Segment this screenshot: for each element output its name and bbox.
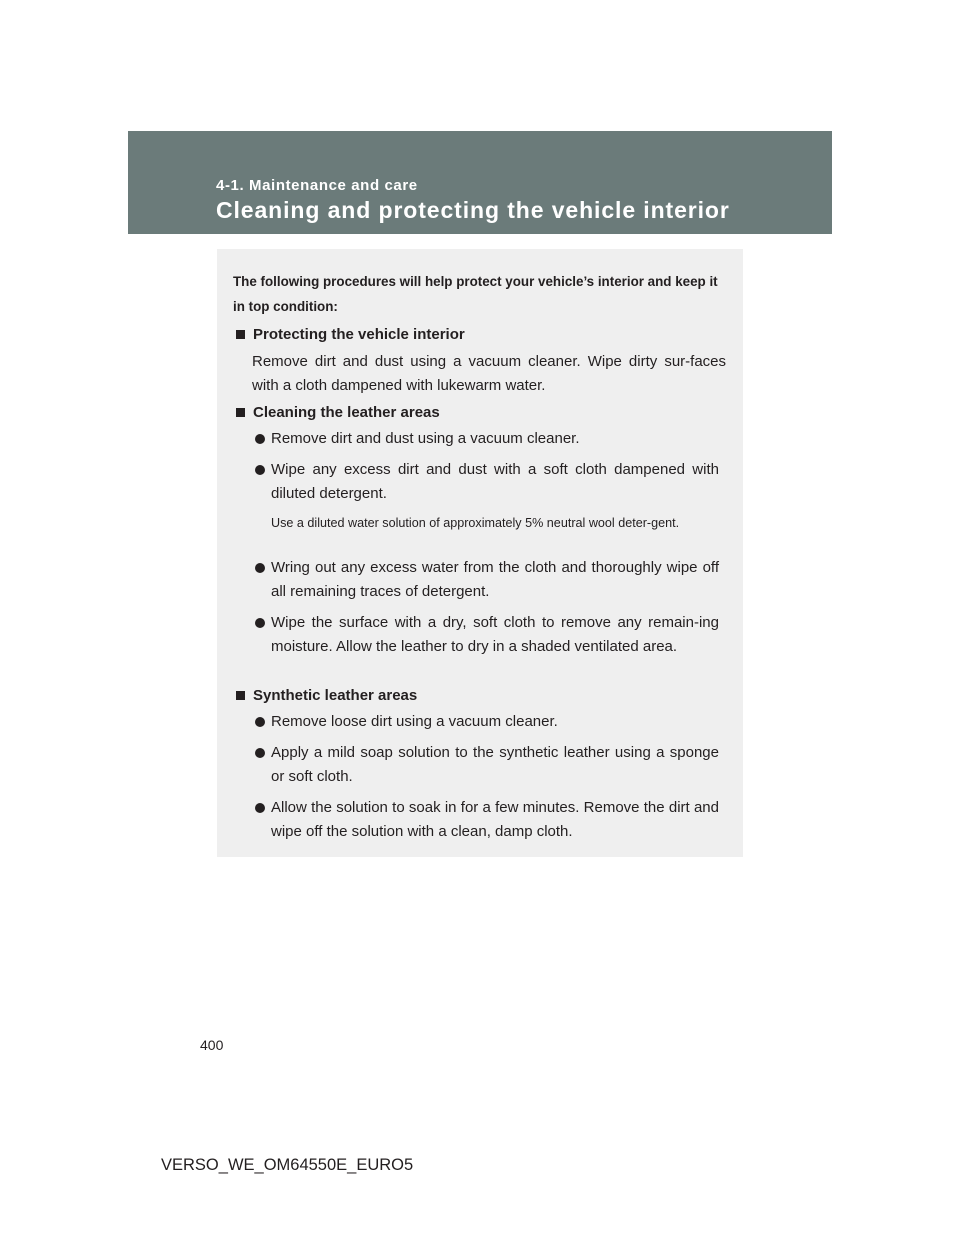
topic-cleaning-leather bbox=[236, 402, 726, 424]
list-item bbox=[236, 458, 719, 506]
round-bullet-icon bbox=[255, 563, 265, 573]
document-code: VERSO_WE_OM64550E_EURO5 bbox=[161, 1156, 414, 1174]
topic-title bbox=[236, 685, 726, 707]
round-bullet-icon bbox=[255, 748, 265, 758]
header-band bbox=[128, 131, 832, 234]
topic-title-label: Synthetic leather areas bbox=[253, 687, 418, 704]
topic-title bbox=[236, 402, 726, 424]
page-title: Cleaning and protecting the vehicle interior bbox=[216, 197, 730, 223]
round-bullet-icon bbox=[255, 434, 265, 444]
list-item bbox=[236, 741, 719, 789]
round-bullet-icon bbox=[255, 717, 265, 727]
topic-title-label: Cleaning the leather areas bbox=[253, 404, 440, 421]
content-box bbox=[217, 249, 743, 857]
list-item bbox=[236, 710, 719, 734]
topic-text: Remove dirt and dust using a vacuum cleaner. Wipe dirty sur-faces with a cloth dampened with lukewarm water. bbox=[252, 353, 726, 394]
round-bullet-icon bbox=[255, 618, 265, 628]
list-item bbox=[236, 427, 719, 451]
list-item-text: Wipe any excess dirt and dust with a soft cloth dampened with diluted detergent. bbox=[271, 461, 719, 502]
square-bullet-icon bbox=[236, 408, 245, 417]
topic-protecting-interior bbox=[236, 324, 726, 398]
topic-title bbox=[236, 324, 726, 346]
round-bullet-icon bbox=[255, 465, 265, 475]
round-bullet-icon bbox=[255, 803, 265, 813]
section-label: 4-1. Maintenance and care bbox=[216, 177, 418, 194]
intro-text: The following procedures will help protect your vehicle’s interior and keep it in top condition: bbox=[233, 274, 718, 314]
list-item bbox=[236, 556, 719, 604]
list-item-text: Wring out any excess water from the cloth and thoroughly wipe off all remaining traces of detergent. bbox=[271, 559, 719, 600]
topic-synthetic-leather bbox=[236, 685, 726, 707]
list-item bbox=[236, 611, 719, 659]
topic-title-label: Protecting the vehicle interior bbox=[253, 326, 465, 343]
note-text: Use a diluted water solution of approximately 5% neutral wool deter-gent. bbox=[271, 516, 680, 530]
list-item-text: Remove dirt and dust using a vacuum cleaner. bbox=[271, 430, 580, 447]
list-item bbox=[236, 796, 719, 844]
square-bullet-icon bbox=[236, 330, 245, 339]
square-bullet-icon bbox=[236, 691, 245, 700]
list-item-text: Remove loose dirt using a vacuum cleaner. bbox=[271, 713, 558, 730]
list-item-text: Wipe the surface with a dry, soft cloth to remove any remain-ing moisture. Allow the leather to dry in a shaded ventilated area. bbox=[271, 614, 719, 655]
list-item-text: Allow the solution to soak in for a few minutes. Remove the dirt and wipe off the solution with a clean, damp cloth. bbox=[271, 799, 719, 840]
list-item-text: Apply a mild soap solution to the synthetic leather using a sponge or soft cloth. bbox=[271, 744, 719, 785]
page-number: 400 bbox=[200, 1037, 224, 1053]
